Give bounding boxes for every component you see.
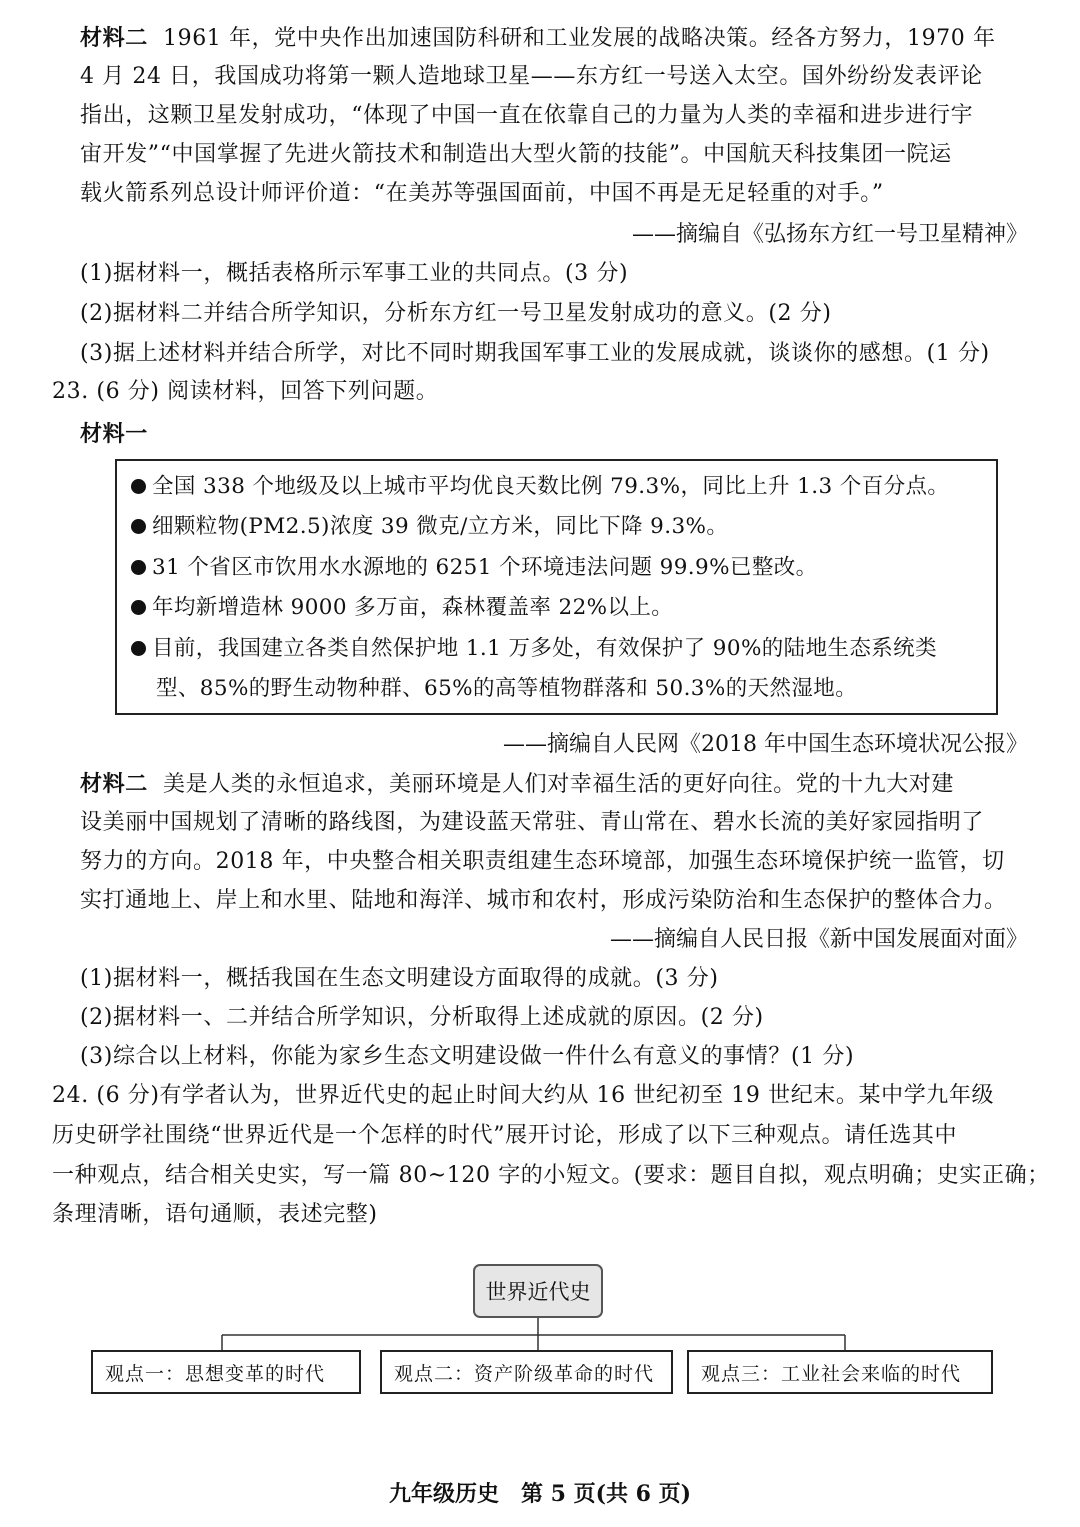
bullet-text: 31 个省区市饮用水水源地的 6251 个环境违法问题 99.9%已整改。: [152, 555, 818, 580]
q23-material-1-source: ——摘编自人民网《2018 年中国生态环境状况公报》: [503, 732, 1028, 757]
material-2-source: ——摘编自《弘扬东方红一号卫星精神》: [631, 222, 1028, 247]
q24-line-4: 条理清晰，语句通顺，表述完整): [52, 1202, 378, 1227]
viewpoint-box-2: 观点二：资产阶级革命的时代: [380, 1350, 673, 1394]
bullet-text: 全国 338 个地级及以上城市平均优良天数比例 79.3%，同比上升 1.3 个百分点。: [152, 474, 950, 499]
q23-material-2-line-3: 努力的方向。2018 年，中央整合相关职责组建生态环境部，加强生态环境保护统一监管，切: [80, 849, 1005, 874]
q22-question-2: (2)据材料二并结合所学知识，分析东方红一号卫星发射成功的意义。(2 分): [80, 301, 832, 326]
material-2-text: 1961 年，党中央作出加速国防科研和工业发展的战略决策。经各方努力，1970 年: [163, 26, 996, 51]
diagram-root: 世界近代史: [473, 1264, 603, 1318]
q23-question-3: (3)综合以上材料，你能为家乡生态文明建设做一件什么有意义的事情？(1 分): [80, 1044, 855, 1069]
q23-material-2-line-4: 实打通地上、岸上和水里、陆地和海洋、城市和农村，形成污染防治和生态保护的整体合力。: [80, 888, 1007, 913]
q24-line-3: 一种观点，结合相关史实，写一篇 80~120 字的小短文。(要求：题目自拟，观点明确；史实正确；: [52, 1163, 1050, 1188]
viewpoint-box-1: 观点一：思想变革的时代: [91, 1350, 361, 1394]
q24-line-1: 24. (6 分)有学者认为，世界近代史的起止时间大约从 16 世纪初至 19 世纪末。某中学九年级: [52, 1083, 995, 1108]
material-2-line-3: 指出，这颗卫星发射成功，“体现了中国一直在依靠自己的力量为人类的幸福和进步进行宇: [80, 103, 974, 128]
q23-heading: 23. (6 分) 阅读材料，回答下列问题。: [52, 379, 439, 404]
bullet-text: 年均新增造林 9000 多万亩，森林覆盖率 22%以上。: [152, 595, 674, 620]
material-2-line-2: 4 月 24 日，我国成功将第一颗人造地球卫星——东方红一号送入太空。国外纷纷发表评论: [80, 64, 983, 89]
q22-question-3: (3)据上述材料并结合所学，对比不同时期我国军事工业的发展成就，谈谈你的感想。(1 分): [80, 341, 990, 366]
material-2-line-4: 宙开发”“中国掌握了先进火箭技术和制造出大型火箭的技能”。中国航天科技集团一院运: [80, 142, 952, 167]
q23-material-2-label: 材料二: [80, 771, 148, 797]
bullet-text: 细颗粒物(PM2.5)浓度 39 微克/立方米，同比下降 9.3%。: [152, 514, 729, 539]
material-2-label: 材料二: [80, 25, 148, 51]
q23-material-1-label: 材料一: [80, 421, 148, 447]
viewpoint-box-3: 观点三：工业社会来临的时代: [687, 1350, 993, 1394]
q23-question-2: (2)据材料一、二并结合所学知识，分析取得上述成就的原因。(2 分): [80, 1005, 764, 1030]
material-2-line-5: 载火箭系列总设计师评价道：“在美苏等强国面前，中国不再是无足轻重的对手。”: [80, 181, 884, 206]
q23-material-2-source: ——摘编自人民日报《新中国发展面对面》: [609, 927, 1028, 952]
q23-question-1: (1)据材料一，概括我国在生态文明建设方面取得的成就。(3 分): [80, 966, 719, 991]
bullet-text: 目前，我国建立各类自然保护地 1.1 万多处，有效保护了 90%的陆地生态系统类: [152, 636, 937, 661]
q22-question-1: (1)据材料一，概括表格所示军事工业的共同点。(3 分): [80, 261, 629, 286]
q24-line-2: 历史研学社围绕“世界近代是一个怎样的时代”展开讨论，形成了以下三种观点。请任选其中: [52, 1123, 958, 1148]
page-footer: 九年级历史 第 5 页(共 6 页): [388, 1481, 692, 1507]
q23-material-2-text: 美是人类的永恒追求，美丽环境是人们对幸福生活的更好向往。党的十九大对建: [163, 772, 955, 797]
q23-material-2-line-2: 设美丽中国规划了清晰的路线图，为建设蓝天常驻、青山常在、碧水长流的美好家园指明了: [80, 810, 985, 835]
bullet-continuation: 型、85%的野生动物种群、65%的高等植物群落和 50.3%的天然湿地。: [156, 676, 858, 701]
